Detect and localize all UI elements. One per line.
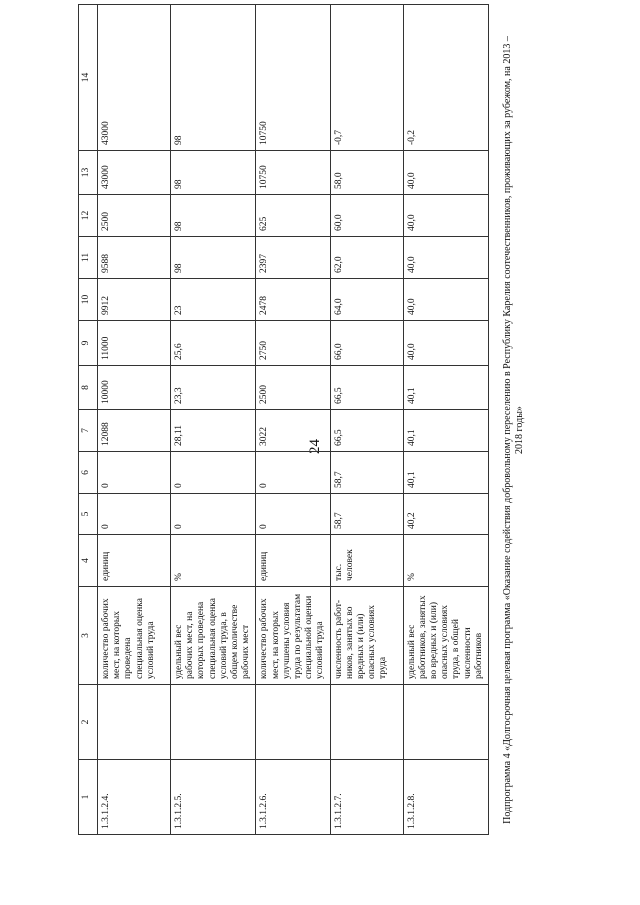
row-description: количество рабочих мест, на которых улучшены условия труда по результатам специальной оценки условий труда — [256, 587, 330, 685]
row-description: количество рабочих мест, на которых проведена специальная оценка условий труда — [98, 587, 171, 685]
row-value-col5: 0 — [98, 494, 171, 535]
header-cell: 2 — [79, 685, 98, 760]
row-col2 — [256, 685, 330, 760]
header-cell: 9 — [79, 321, 98, 366]
page-number: 24 — [307, 439, 323, 454]
header-cell: 7 — [79, 410, 98, 452]
header-cell: 3 — [79, 587, 98, 685]
row-id: 1.3.1.2.7. — [330, 760, 403, 835]
row-value-col5: 58,7 — [330, 494, 403, 535]
row-value-col5: 0 — [171, 494, 256, 535]
header-cell: 1 — [79, 760, 98, 835]
row-value-col11: 98 — [171, 237, 256, 279]
row-unit: % — [403, 535, 488, 587]
row-value-col9: 40,0 — [403, 321, 488, 366]
row-value-col8: 10000 — [98, 366, 171, 410]
row-value-col12: 98 — [171, 195, 256, 237]
row-unit: единиц — [98, 535, 171, 587]
row-id: 1.3.1.2.5. — [171, 760, 256, 835]
row-value-col12: 40,0 — [403, 195, 488, 237]
header-cell: 8 — [79, 366, 98, 410]
row-description: удельный вес рабочих мест, на которых проведена специальная оценка условий труда, в общем количестве рабочих мест — [171, 587, 256, 685]
rotated-page-content — [78, 25, 530, 835]
header-cell: 5 — [79, 494, 98, 535]
row-value-col11: 62,0 — [330, 237, 403, 279]
row-value-col13: 40,0 — [403, 151, 488, 195]
row-value-col11: 2397 — [256, 237, 330, 279]
row-description: численность работ-ников, занятых во вредных и (или) опасных условиях труда — [330, 587, 403, 685]
row-value-col6: 0 — [256, 452, 330, 494]
row-value-col13: 43000 — [98, 151, 171, 195]
indicators-table — [78, 4, 489, 835]
header-cell: 12 — [79, 195, 98, 237]
row-unit: единиц — [256, 535, 330, 587]
table-header-row — [79, 5, 98, 835]
row-value-col12: 625 — [256, 195, 330, 237]
header-cell: 13 — [79, 151, 98, 195]
row-value-col8: 23,3 — [171, 366, 256, 410]
row-value-col7: 3022 — [256, 410, 330, 452]
row-value-col6: 0 — [171, 452, 256, 494]
row-id: 1.3.1.2.4. — [98, 760, 171, 835]
row-value-col6: 58,7 — [330, 452, 403, 494]
table-row — [256, 5, 330, 835]
row-value-col10: 2478 — [256, 279, 330, 321]
row-value-col10: 64,0 — [330, 279, 403, 321]
row-col2 — [403, 685, 488, 760]
row-value-col5: 0 — [256, 494, 330, 535]
header-cell: 6 — [79, 452, 98, 494]
row-value-col11: 9588 — [98, 237, 171, 279]
row-id: 1.3.1.2.8. — [403, 760, 488, 835]
row-value-col10: 40,0 — [403, 279, 488, 321]
row-value-col7: 40,1 — [403, 410, 488, 452]
header-cell: 10 — [79, 279, 98, 321]
row-description: удельный вес работников, занятых во вредных и (или) опасных условиях труда, в общей численности работников — [403, 587, 488, 685]
subprogram-caption: Подпрограмма 4 «Долгосрочная целевая программа «Оказание содействия добровольному переселению в Республику Карелия соотечественников, проживающих за рубежом, на 2013 – 2018 годы» — [502, 36, 525, 824]
table-row — [98, 5, 171, 835]
row-value-col14: 43000 — [98, 5, 171, 151]
row-value-col7: 66,5 — [330, 410, 403, 452]
row-value-col10: 23 — [171, 279, 256, 321]
row-col2 — [330, 685, 403, 760]
row-value-col7: 12088 — [98, 410, 171, 452]
row-value-col14: -0,7 — [330, 5, 403, 151]
row-col2 — [171, 685, 256, 760]
row-unit: % — [171, 535, 256, 587]
row-value-col8: 2500 — [256, 366, 330, 410]
row-value-col13: 58,0 — [330, 151, 403, 195]
row-value-col11: 40,0 — [403, 237, 488, 279]
table-row — [403, 5, 488, 835]
row-value-col12: 60,0 — [330, 195, 403, 237]
row-value-col14: 98 — [171, 5, 256, 151]
row-unit: тыс. человек — [330, 535, 403, 587]
row-value-col8: 40,1 — [403, 366, 488, 410]
row-id: 1.3.1.2.6. — [256, 760, 330, 835]
header-cell: 14 — [79, 5, 98, 151]
row-value-col13: 98 — [171, 151, 256, 195]
row-value-col14: 10750 — [256, 5, 330, 151]
header-cell: 11 — [79, 237, 98, 279]
table-row — [330, 5, 403, 835]
header-cell: 4 — [79, 535, 98, 587]
row-value-col9: 2750 — [256, 321, 330, 366]
row-value-col13: 10750 — [256, 151, 330, 195]
row-value-col9: 66,0 — [330, 321, 403, 366]
row-value-col9: 25,6 — [171, 321, 256, 366]
row-value-col10: 9912 — [98, 279, 171, 321]
row-value-col8: 66,5 — [330, 366, 403, 410]
row-value-col6: 0 — [98, 452, 171, 494]
row-value-col6: 40,1 — [403, 452, 488, 494]
row-col2 — [98, 685, 171, 760]
row-value-col5: 40,2 — [403, 494, 488, 535]
row-value-col7: 28,11 — [171, 410, 256, 452]
table-row — [171, 5, 256, 835]
row-value-col9: 11000 — [98, 321, 171, 366]
row-value-col12: 2500 — [98, 195, 171, 237]
row-value-col14: -0,2 — [403, 5, 488, 151]
